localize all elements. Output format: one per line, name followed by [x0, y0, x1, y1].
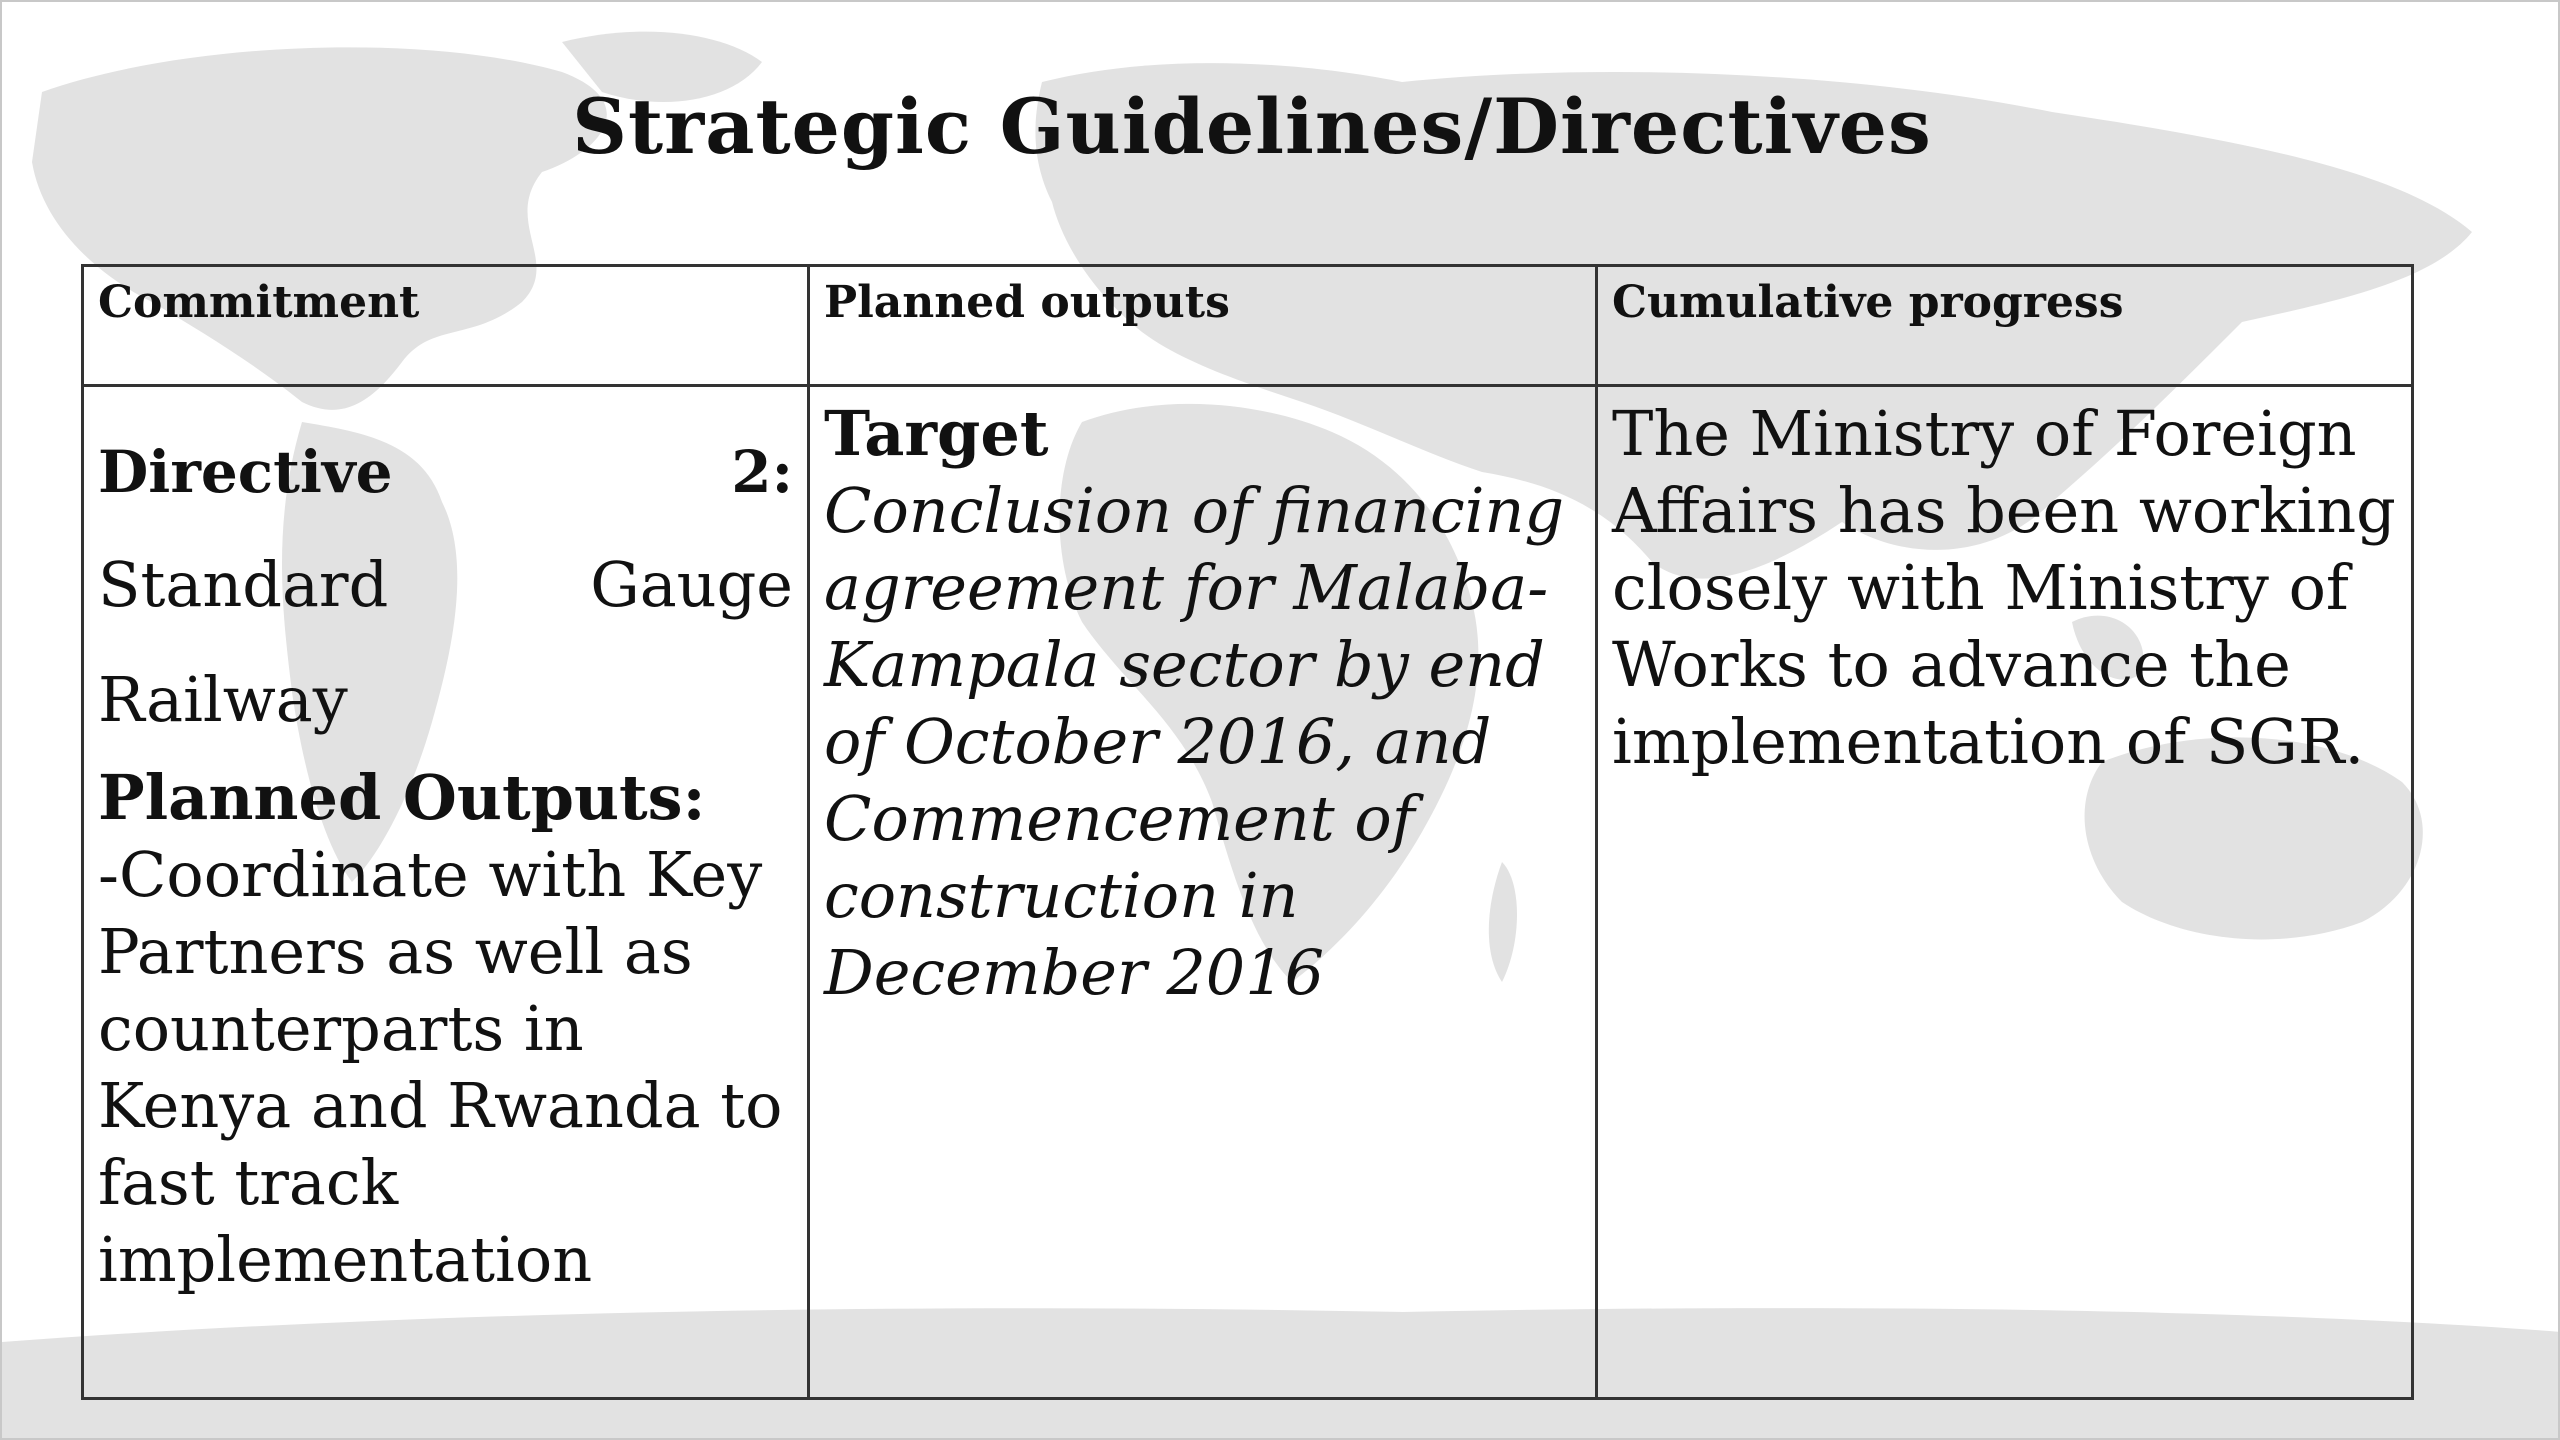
sgr-word-standard: Standard	[98, 548, 389, 621]
slide-title: Strategic Guidelines/Directives	[572, 82, 1932, 171]
directives-table	[81, 264, 2414, 1400]
sgr-word-gauge: Gauge	[590, 548, 793, 621]
sgr-line	[98, 527, 793, 642]
planned-outputs-text: -Coordinate with Key Partners as well as counterparts in Kenya and Rwanda to fast track implementation	[98, 838, 783, 1296]
header-commitment: Commitment	[84, 267, 810, 387]
directive-heading	[98, 417, 793, 527]
target-label: Target	[824, 397, 1049, 470]
header-planned-outputs: Planned outputs	[810, 267, 1598, 387]
directive-number: 2:	[731, 438, 793, 506]
sgr-word-railway: Railway	[98, 663, 348, 736]
commitment-cell	[84, 387, 810, 1397]
header-cumulative-progress: Cumulative progress	[1598, 267, 2411, 387]
planned-outputs-cell	[810, 387, 1598, 1397]
progress-cell	[1598, 387, 2411, 1397]
planned-outputs-label: Planned Outputs:	[98, 761, 706, 834]
directive-label: Directive	[98, 438, 393, 506]
progress-text: The Ministry of Foreign Affairs has been working closely with Ministry of Works to advance the implementation of SGR.	[1612, 397, 2396, 778]
target-text: Conclusion of financing agreement for Malaba-Kampala sector by end of October 2016, and Commencement of construction in December 2016	[824, 474, 1565, 1009]
